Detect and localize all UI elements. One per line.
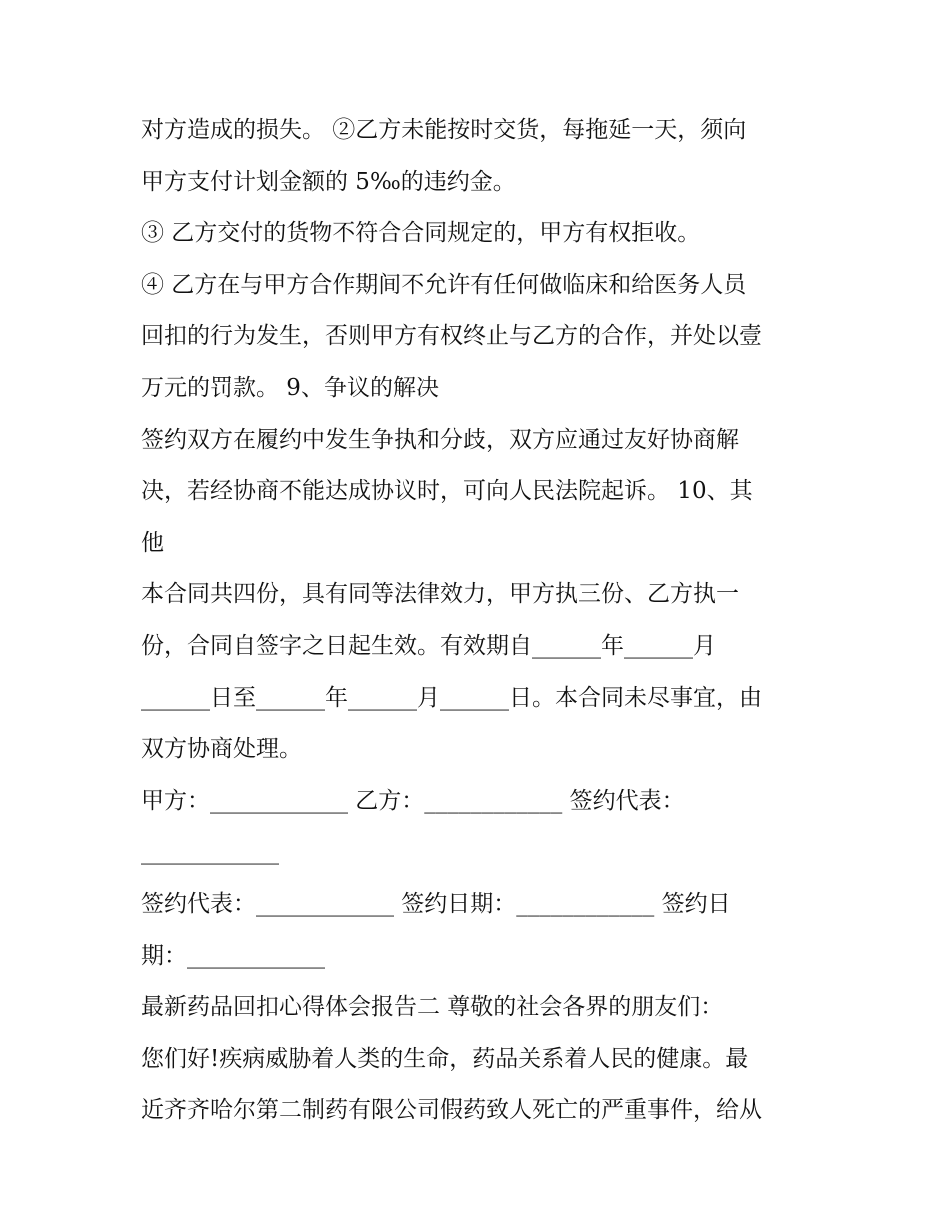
text-line: 回扣的行为发生，否则甲方有权终止与乙方的合作，并处以壹 [141,323,762,350]
text-line: 万元的罚款。 9、争议的解决 [141,374,439,401]
text-line: 近齐齐哈尔第二制药有限公司假药致人死亡的严重事件，给从 [141,1097,762,1124]
document-body [141,105,831,1137]
text-line: 决，若经协商不能达成协议时，可向人民法院起诉。 10、其 [141,478,753,505]
text-line: 双方协商处理。 [141,736,302,763]
text-line: 甲方支付计划金额的 5‰的违约金。 [141,168,516,195]
text-line: 份，合同自签字之日起生效。有效期自______年______月 [141,632,716,659]
signature-line-date: 期：____________ [141,942,325,969]
text-line: ④ 乙方在与甲方合作期间不允许有任何做临床和给医务人员 [141,271,747,298]
text-line: 您们好!疾病威胁着人类的生命，药品关系着人民的健康。最 [141,1045,749,1072]
text-line: 本合同共四份，具有同等法律效力，甲方执三份、乙方执一 [141,581,739,608]
section-heading: 最新药品回扣心得体会报告二 尊敬的社会各界的朋友们： [141,994,724,1021]
text-line: ______日至______年______月______日。本合同未尽事宜，由 [141,684,762,711]
text-line: ③ 乙方交付的货物不符合合同规定的，甲方有权拒收。 [141,220,701,247]
text-line: 他 [141,529,164,556]
signature-line-representative: 签约代表：____________ 签约日期：____________ 签约日 [141,890,731,917]
signature-line-parties: 甲方：____________ 乙方：____________ 签约代表： [141,787,685,814]
text-line: 签约双方在履约中发生争执和分歧，双方应通过友好协商解 [141,426,739,453]
signature-line-blank: ____________ [141,839,279,866]
text-line: 对方造成的损失。 ②乙方未能按时交货，每拖延一天，须向 [141,117,747,143]
